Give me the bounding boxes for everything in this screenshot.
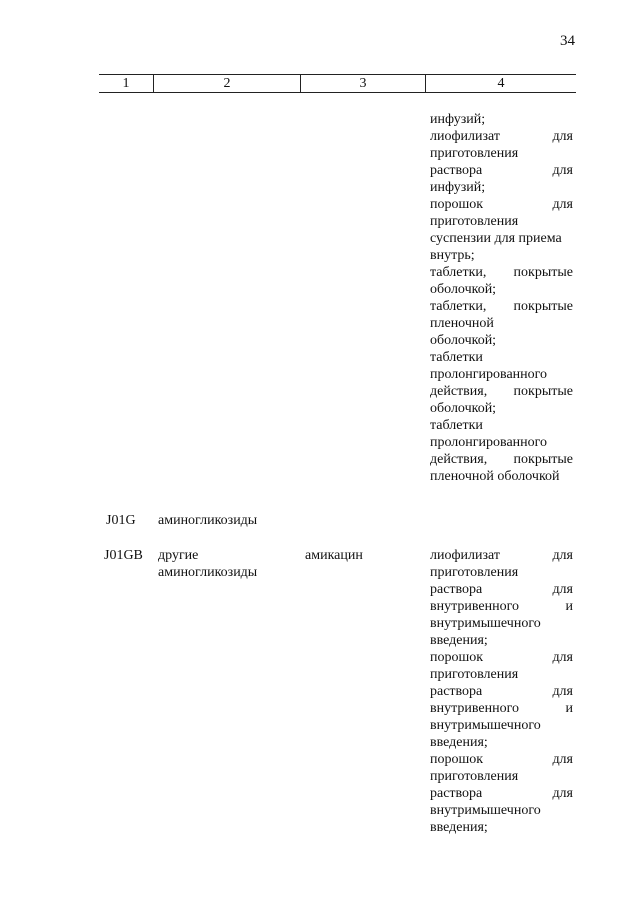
dosage-line: инфузий; — [430, 180, 486, 195]
row-j01gb-dosage-forms — [430, 547, 573, 836]
dosage-line: оболочкой; — [430, 282, 497, 297]
dosage-line: приготовления — [430, 565, 519, 580]
row-j01gb-code: J01GB — [104, 548, 143, 563]
dosage-line: внутримышечного — [430, 718, 541, 733]
dosage-line — [430, 683, 573, 700]
dosage-word: таблетки, — [430, 265, 487, 280]
dosage-line: пролонгированного — [430, 435, 548, 450]
row-j01gb-name-line-2: аминогликозиды — [158, 565, 258, 580]
dosage-word: порошок — [430, 752, 484, 767]
dosage-line: приготовления — [430, 769, 519, 784]
dosage-word: для — [552, 684, 573, 699]
dosage-word: для — [552, 548, 573, 563]
dosage-line — [430, 785, 573, 802]
header-col-1: 1 — [122, 76, 130, 91]
dosage-line: пленочной — [430, 316, 494, 331]
dosage-line — [430, 264, 573, 281]
row-j01gb-drug: амикацин — [305, 548, 363, 563]
dosage-line: инфузий; — [430, 112, 486, 127]
dosage-line: оболочкой; — [430, 333, 497, 348]
dosage-word: и — [565, 701, 573, 716]
dosage-word: действия, — [430, 452, 488, 467]
dosage-line — [430, 196, 573, 213]
dosage-line — [430, 547, 573, 564]
dosage-line: приготовления — [430, 214, 519, 229]
dosage-line: таблетки — [430, 350, 483, 365]
dosage-word: раствора — [430, 582, 483, 597]
dosage-word: порошок — [430, 197, 484, 212]
dosage-line: введения; — [430, 735, 488, 750]
dosage-line: внутримышечного — [430, 616, 541, 631]
page-number: 34 — [560, 33, 575, 49]
dosage-word: для — [552, 582, 573, 597]
dosage-line: оболочкой; — [430, 401, 497, 416]
dosage-word: для — [552, 650, 573, 665]
dosage-line: суспензии для приема — [430, 231, 562, 246]
dosage-word: таблетки, — [430, 299, 487, 314]
dosage-line: пролонгированного — [430, 367, 548, 382]
dosage-line — [430, 162, 573, 179]
dosage-line — [430, 598, 573, 615]
dosage-line — [430, 581, 573, 598]
row-j01g-code: J01G — [106, 513, 136, 528]
dosage-line: введения; — [430, 633, 488, 648]
dosage-line: приготовления — [430, 667, 519, 682]
dosage-word: покрытые — [513, 299, 573, 314]
dosage-word: действия, — [430, 384, 488, 399]
header-col-2: 2 — [223, 76, 231, 91]
dosage-line: внутрь; — [430, 248, 475, 263]
dosage-word: и — [565, 599, 573, 614]
dosage-line — [430, 649, 573, 666]
dosage-line: введения; — [430, 820, 488, 835]
dosage-word: порошок — [430, 650, 484, 665]
dosage-line: внутримышечного — [430, 803, 541, 818]
header-col-3: 3 — [359, 76, 367, 91]
dosage-line — [430, 128, 573, 145]
continued-dosage-forms — [430, 111, 573, 485]
dosage-word: внутривенного — [430, 599, 520, 614]
dosage-word: внутривенного — [430, 701, 520, 716]
dosage-word: для — [552, 129, 573, 144]
dosage-line: пленочной оболочкой — [430, 469, 560, 484]
dosage-line — [430, 700, 573, 717]
dosage-line: приготовления — [430, 146, 519, 161]
row-j01g-name: аминогликозиды — [158, 513, 258, 528]
dosage-word: раствора — [430, 786, 483, 801]
header-col-4: 4 — [497, 76, 505, 91]
dosage-word: покрытые — [513, 384, 573, 399]
row-j01gb-name-line-1: другие — [158, 548, 199, 563]
dosage-word: покрытые — [513, 452, 573, 467]
dosage-word: для — [552, 752, 573, 767]
row-j01gb-name — [158, 547, 257, 581]
table-header — [99, 74, 576, 93]
dosage-word: для — [552, 163, 573, 178]
dosage-word: лиофилизат — [430, 129, 501, 144]
dosage-word: для — [552, 786, 573, 801]
dosage-line: таблетки — [430, 418, 483, 433]
dosage-line — [430, 383, 573, 400]
dosage-line — [430, 751, 573, 768]
dosage-word: раствора — [430, 163, 483, 178]
dosage-line — [430, 298, 573, 315]
dosage-word: для — [552, 197, 573, 212]
dosage-word: покрытые — [513, 265, 573, 280]
dosage-word: лиофилизат — [430, 548, 501, 563]
dosage-line — [430, 451, 573, 468]
dosage-word: раствора — [430, 684, 483, 699]
